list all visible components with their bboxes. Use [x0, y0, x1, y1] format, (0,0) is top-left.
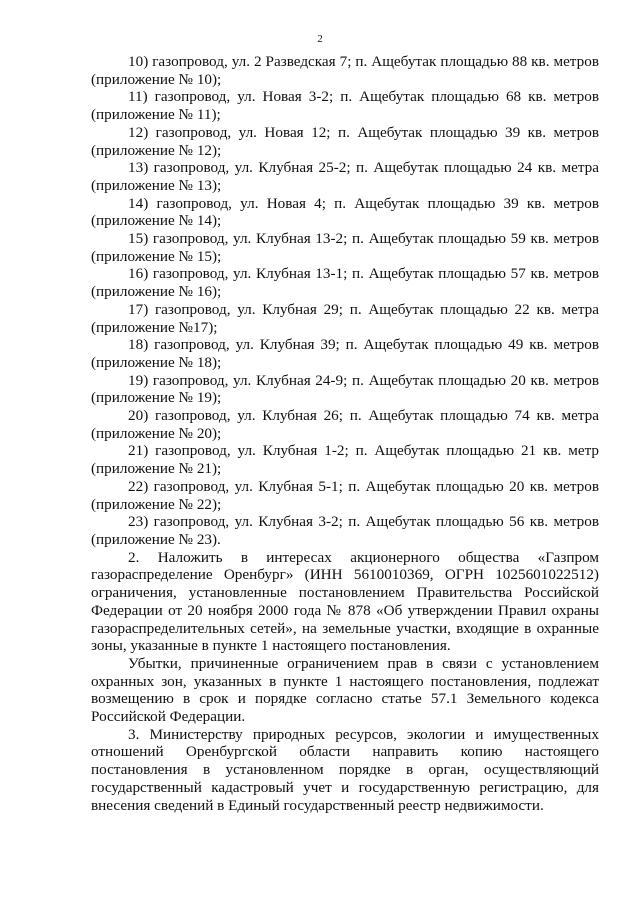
list-item: 18) газопровод, ул. Клубная 39; п. Ащебутак площадью 49 кв. метров (приложение № 18); — [91, 336, 599, 371]
gas-pipeline-list — [91, 53, 599, 549]
list-item: 21) газопровод, ул. Клубная 1-2; п. Ащебутак площадью 21 кв. метр (приложение № 21); — [91, 442, 599, 478]
list-item: 12) газопровод, ул. Новая 12; п. Ащебутак площадью 39 кв. метров (приложение № 12); — [91, 123, 599, 159]
list-item: 16) газопровод, ул. Клубная 13-1; п. Ащебутак площадью 57 кв. метров (приложение № 16); — [91, 265, 599, 301]
page-number: 2 — [317, 33, 323, 45]
clause-2-restrictions: 2. Наложить в интересах акционерного общества «Газпром газораспределение Оренбург» (ИНН 5610010369, ОГРН 1025601022512) ограничения, установленные постановлением Правительства Российской Федерации от 20 ноября 2000 года № 878 «Об утверждении Правил охраны газораспределительных сетей», на земельные участки, входящие в охранные зоны, указанные в пункте 1 настоящего постановления. — [91, 548, 599, 655]
list-item: 13) газопровод, ул. Клубная 25-2; п. Ащебутак площадью 24 кв. метра (приложение № 13); — [91, 159, 599, 194]
list-item: 14) газопровод, ул. Новая 4; п. Ащебутак площадью 39 кв. метров (приложение № 14); — [91, 194, 599, 230]
list-item: 15) газопровод, ул. Клубная 13-2; п. Ащебутак площадью 59 кв. метров (приложение № 15); — [91, 230, 599, 265]
list-item: 23) газопровод, ул. Клубная 3-2; п. Ащебутак площадью 56 кв. метров (приложение № 23). — [91, 513, 599, 548]
list-item: 22) газопровод, ул. Клубная 5-1; п. Ащебутак площадью 20 кв. метров (приложение № 22); — [91, 477, 599, 513]
list-item: 19) газопровод, ул. Клубная 24-9; п. Ащебутак площадью 20 кв. метров (приложение № 19); — [91, 371, 599, 407]
clause-3-ministry: 3. Министерству природных ресурсов, экологии и имущественных отношений Оренбургской области направить копию настоящего постановления в установленном порядке в орган, осуществляющий государственный кадастровый учет и государственную регистрацию, для внесения сведений в Единый государственный реестр недвижимости. — [91, 725, 599, 814]
list-item: 11) газопровод, ул. Новая 3-2; п. Ащебутак площадью 68 кв. метров (приложение № 11); — [91, 88, 599, 124]
list-item: 17) газопровод, ул. Клубная 29; п. Ащебутак площадью 22 кв. метра (приложение №17); — [91, 300, 599, 336]
list-item: 20) газопровод, ул. Клубная 26; п. Ащебутак площадью 74 кв. метра (приложение № 20); — [91, 407, 599, 442]
list-item: 10) газопровод, ул. 2 Разведская 7; п. Ащебутак площадью 88 кв. метров (приложение № 10); — [91, 53, 599, 88]
document-body — [91, 53, 599, 814]
losses-compensation-paragraph: Убытки, причиненные ограничением прав в связи с установлением охранных зон, указанных в пункте 1 настоящего постановления, подлежат возмещению в срок и порядке согласно статье 57.1 Земельного кодекса Российской Федерации. — [91, 654, 599, 726]
